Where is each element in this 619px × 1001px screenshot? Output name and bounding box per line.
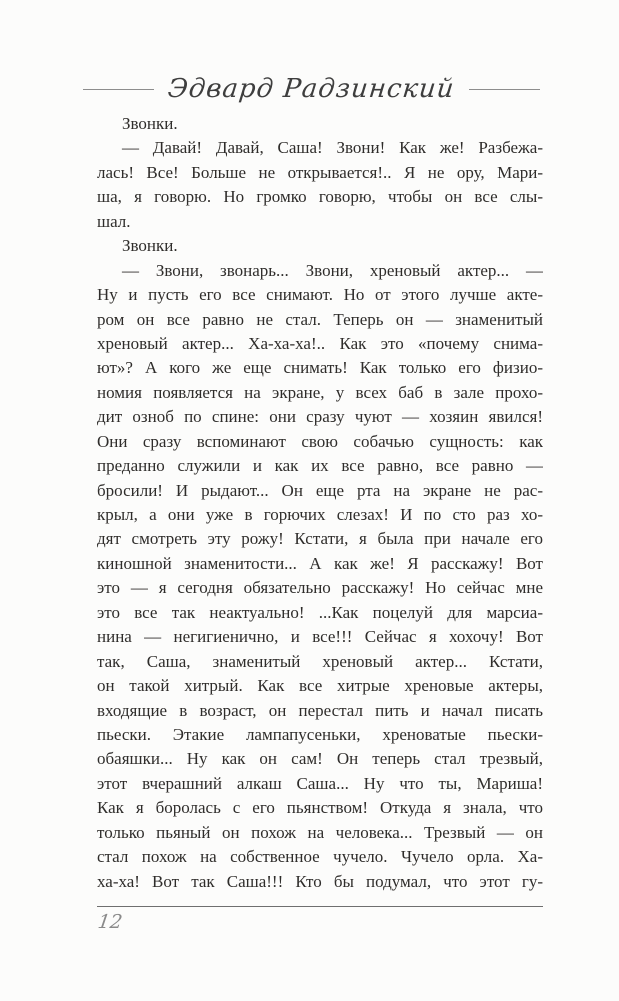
text-line: дят смотреть эту рожу! Кстати, я была при начале его	[97, 529, 543, 549]
text-line: ха-ха! Вот так Саша!!! Кто бы подумал, что этот гу-	[97, 871, 543, 891]
text-line: Они сразу вспоминают свою собачью сущность: как	[97, 431, 543, 451]
text-line: это все так неактуально! ...Как поцелуй для марсиа-	[97, 602, 543, 622]
footer-rule	[97, 906, 543, 907]
text-line: — Звони, звонарь... Звони, хреновый актер... —	[122, 260, 543, 280]
text-line: дит озноб по спине: они сразу чуют — хозяин явился!	[97, 407, 543, 427]
text-line: лась! Все! Больше не открывается!.. Я не ору, Мари-	[97, 162, 543, 182]
text-line: хреновый актер... Ха-ха-ха!.. Как это «почему снима-	[97, 333, 543, 353]
text-line: пьески. Этакие лампапусеньки, хреноватые пьески-	[97, 724, 543, 744]
text-line: Звонки.	[122, 236, 178, 256]
text-line: Звонки.	[122, 114, 178, 133]
text-line: бросили! И рыдают... Он еще рта на экране не рас-	[97, 480, 543, 500]
running-header	[83, 66, 540, 112]
text-line: преданно служили и как их все равно, все равно —	[97, 456, 543, 476]
text-line: Как я боролась с его пьянством! Откуда я знала, что	[97, 798, 543, 818]
text-line: это — я сегодня обязательно расскажу! Но сейчас мне	[97, 578, 543, 598]
text-line: крыл, а они уже в горючих слезах! И по сто раз хо-	[97, 505, 543, 524]
page-text	[97, 112, 543, 894]
text-line: обаяшки... Ну как он сам! Он теперь стал трезвый,	[97, 749, 543, 769]
header-rule-left	[83, 89, 154, 90]
text-line: этот вчерашний алкаш Саша... Ну что ты, Мариша!	[97, 773, 543, 793]
text-line: ют»? А кого же еще снимать! Как только его физио-	[97, 358, 543, 378]
header-rule-right	[469, 89, 540, 90]
text-line: стал похож на собственное чучело. Чучело орла. Ха-	[97, 847, 543, 867]
text-line: входящие в возраст, он перестал пить и начал писать	[97, 700, 543, 720]
text-line: номия появляется на экране, у всех баб в зале прохо-	[97, 382, 543, 402]
page-number: 12	[96, 911, 124, 933]
text-line: ша, я говорю. Но громко говорю, чтобы он все слы-	[97, 187, 543, 207]
text-line: он такой хитрый. Как все хитрые хреновые актеры,	[97, 676, 543, 696]
text-line: так, Саша, знаменитый хреновый актер... Кстати,	[97, 651, 543, 671]
text-line: шал.	[97, 211, 131, 231]
text-line: только пьяный он похож на человека... Трезвый — он	[97, 822, 543, 842]
text-line: нина — негигиенично, и все!!! Сейчас я хохочу! Вот	[97, 627, 543, 647]
text-line: — Давай! Давай, Саша! Звони! Как же! Разбежа-	[122, 138, 543, 158]
text-line: киношной знаменитости... А как же! Я расскажу! Вот	[97, 553, 543, 573]
text-line: ром он все равно не стал. Теперь он — знаменитый	[97, 309, 543, 329]
text-line: Ну и пусть его все снимают. Но от этого лучше акте-	[97, 285, 543, 305]
author-name: Эдвард Радзинский	[166, 74, 457, 104]
